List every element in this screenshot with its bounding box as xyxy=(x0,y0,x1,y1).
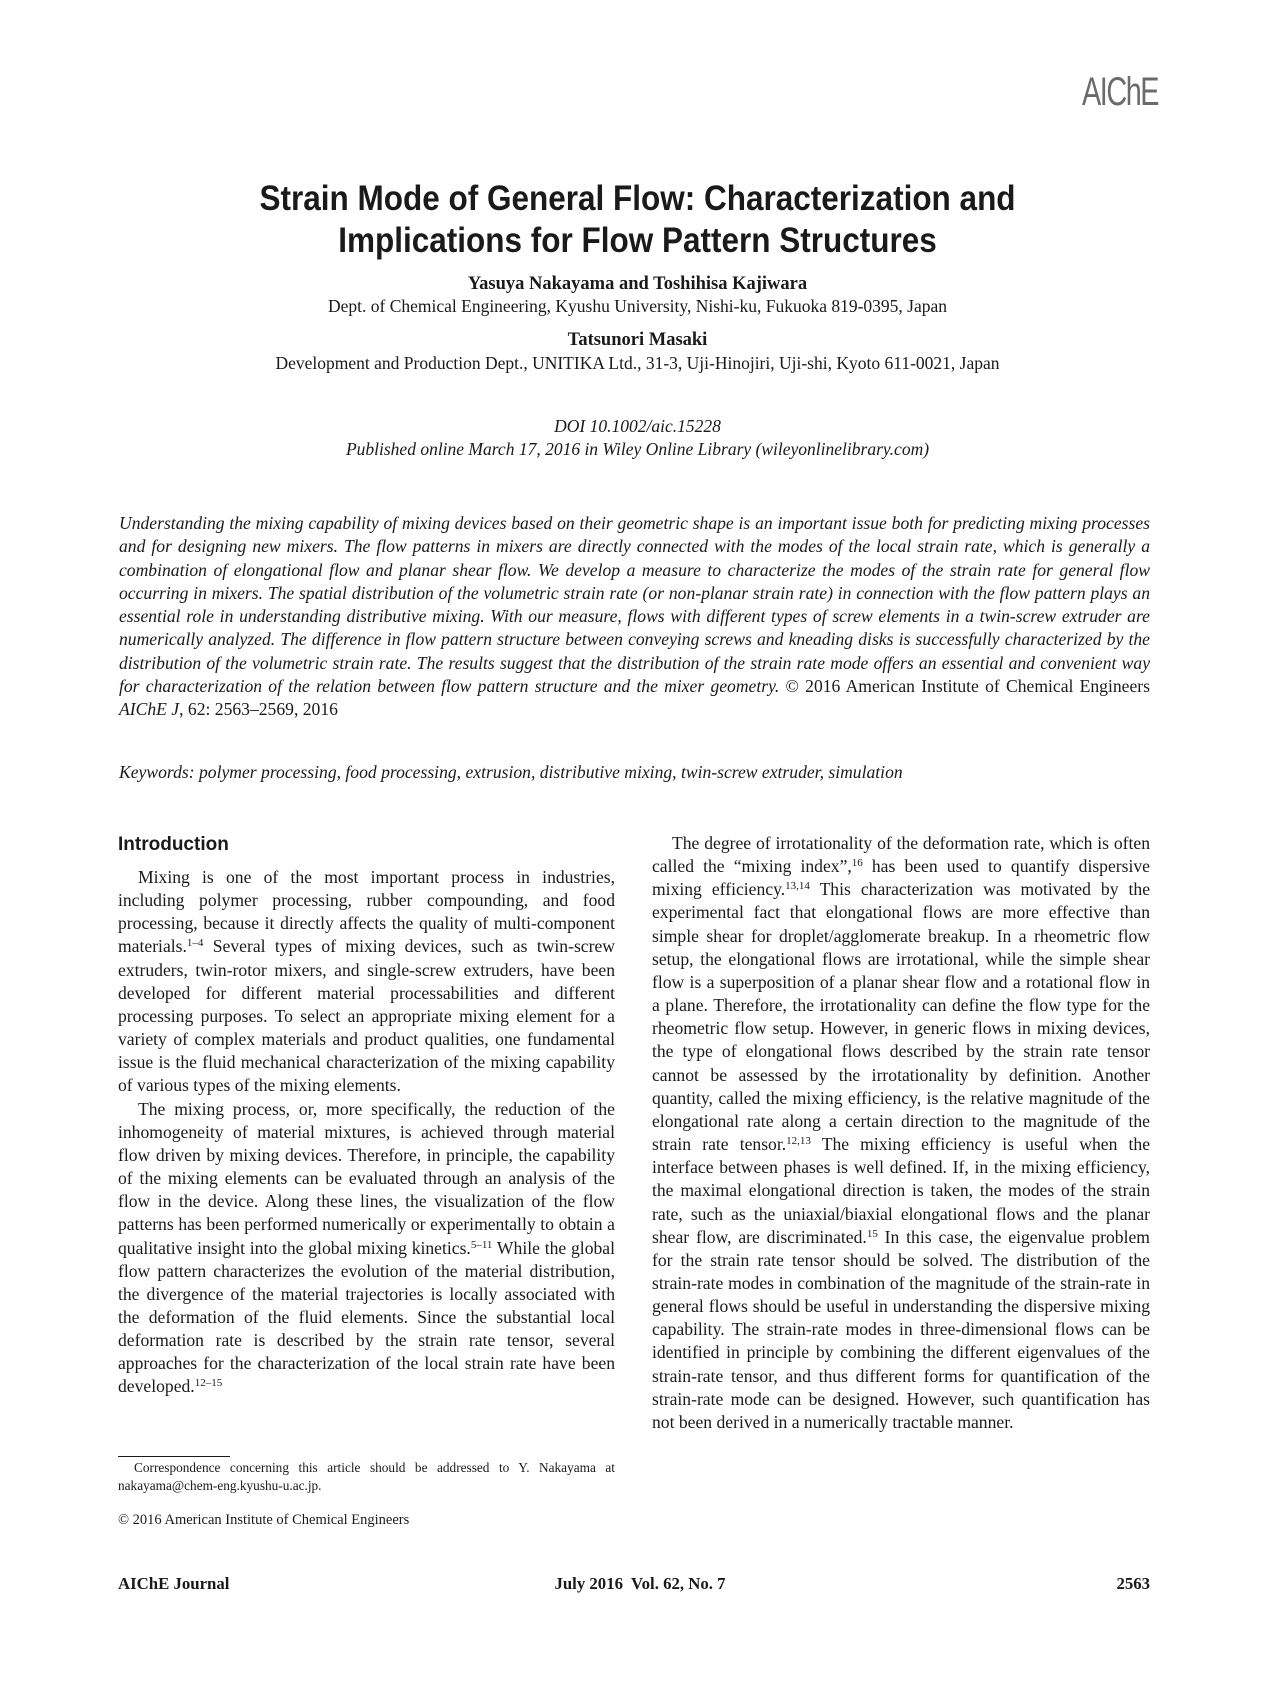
footer-journal-name: AIChE Journal xyxy=(118,1574,230,1593)
publication-info: Published online March 17, 2016 in Wiley Online Library (wileyonlinelibrary.com) xyxy=(345,439,930,459)
paragraph-text: has been used to quantify dispersive mixing efficiency. xyxy=(652,856,1150,900)
paragraph-text: Mixing is one of the most important process in industries, including polymer processing, rubber compounding, and food processing, because it directly affects the quality of multi-component materials. xyxy=(118,867,615,957)
paragraph-text: In this case, the eigenvalue problem for the strain rate tensor should be solved. The distribution of the strain-rate modes in combination of the magnitude of the strain-rate in general flows should be useful in understanding the dispersive mixing capability. The strain-rate modes in three-dimensional flows can be identified in principle by combining the different eigenvalues of the strain-rate tensor, and thus different forms for quantification of the strain-rate mode can be designed. However, such quantification has not been derived in a numerically tractable manner. xyxy=(652,1226,1150,1432)
copyright-notice: © 2016 American Institute of Chemical Engineers xyxy=(118,1512,410,1528)
footer-issue: July 2016 Vol. 62, No. 7 xyxy=(554,1574,726,1593)
article-title: Strain Mode of General Flow: Characterization and Implications for Flow Pattern Structures xyxy=(259,179,1016,260)
paragraph-text: The mixing efficiency is useful when the interface between phases is well defined. If, in the mixing efficiency, the maximal elongational direction is taken, the modes of the strain rate, such as the uniaxial/biaxial elongational flows and the planar shear flow, are discriminated. xyxy=(652,1134,1150,1247)
footer-page-number: 2563 xyxy=(1116,1574,1150,1593)
paragraph-text: The degree of irrotationality of the deformation rate, which is often called the “mixing index”, xyxy=(652,833,1150,877)
abstract-copyright: © 2016 American Institute of Chemical Engineers xyxy=(779,676,1150,697)
affiliation-line-2: Development and Production Dept., UNITIKA Ltd., 31-3, Uji-Hinojiri, Uji-shi, Kyoto 611-0021, Japan xyxy=(275,353,1000,373)
left-column xyxy=(118,866,615,1399)
correspondence-footnote: Correspondence concerning this article should be addressed to Y. Nakayama at nakayama@chem-eng.kyushu-u.ac.jp. xyxy=(118,1460,615,1493)
reference-link[interactable]: 12,13 xyxy=(786,1135,811,1148)
footnote-divider xyxy=(118,1456,230,1457)
section-heading-introduction: Introduction xyxy=(118,834,229,855)
affiliation-line-1: Dept. of Chemical Engineering, Kyushu University, Nishi-ku, Fukuoka 819-0395, Japan xyxy=(327,296,948,316)
abstract xyxy=(119,512,1150,722)
reference-link[interactable]: 15 xyxy=(866,1227,878,1240)
publisher-logo: AIChE xyxy=(1082,70,1159,114)
reference-link[interactable]: 16 xyxy=(851,857,863,870)
citation: , 62: 2563–2569, 2016 xyxy=(179,699,338,720)
journal-abbrev: AIChE J xyxy=(119,699,180,720)
paragraph-text: While the global flow pattern characterizes the evolution of the material distribution, the divergence of the material trajectories is locally associated with the deformation of the fluid elements. Since the substantial local deformation rate is described by the strain rate tensor, several approaches for the characterization of the local strain rate have been developed. xyxy=(118,1237,615,1397)
paragraph-text: Several types of mixing devices, such as twin-screw extruders, twin-rotor mixers, and single-screw extruders, have been developed for different material processabilities and different processing purposes. To select an appropriate mixing element for a variety of complex materials and product qualities, one fundamental issue is the fluid mechanical characterization of the mixing capability of various types of the mixing elements. xyxy=(118,936,615,1096)
author-line-1: Yasuya Nakayama and Toshihisa Kajiwara xyxy=(467,274,808,294)
paragraph xyxy=(118,866,615,1098)
reference-link[interactable]: 12–15 xyxy=(194,1377,223,1390)
reference-link[interactable]: 1–4 xyxy=(186,937,204,950)
right-column xyxy=(652,832,1150,1434)
doi[interactable]: DOI 10.1002/aic.15228 xyxy=(554,416,721,436)
reference-link[interactable]: 5–11 xyxy=(470,1238,493,1251)
author-line-2: Tatsunori Masaki xyxy=(567,330,708,350)
paragraph xyxy=(118,1098,615,1399)
paragraph-text: The mixing process, or, more specifically, the reduction of the inhomogeneity of material mixtures, is achieved through material flow driven by mixing devices. Therefore, in principle, the capability of the mixing elements can be evaluated through an analysis of the flow in the device. Along these lines, the visualization of the flow patterns has been performed numerically or experimentally to obtain a qualitative insight into the global mixing kinetics. xyxy=(118,1098,615,1258)
keywords: Keywords: polymer processing, food processing, extrusion, distributive mixing, twin-screw extruder, simulation xyxy=(119,762,903,782)
abstract-text: Understanding the mixing capability of mixing devices based on their geometric shape is an important issue both for predicting mixing processes and for designing new mixers. The flow patterns in mixers are directly connected with the modes of the local strain rate, which is generally a combination of elongational flow and planar shear flow. We develop a measure to characterize the modes of the strain rate for general flow occurring in mixers. The spatial distribution of the volumetric strain rate (or non-planar strain rate) in connection with the flow pattern plays an essential role in understanding distributive mixing. With our measure, flows with different types of screw elements in a twin-screw extruder are numerically analyzed. The difference in flow pattern structure between conveying screws and kneading disks is successfully characterized by the distribution of the volumetric strain rate. The results suggest that the distribution of the strain rate mode offers an essential and convenient way for characterization of the relation between flow pattern structure and the mixer geometry. xyxy=(119,513,1150,697)
paragraph-text: This characterization was motivated by the experimental fact that elongational flows are more effective than simple shear for droplet/agglomerate breakup. In a rheometric flow setup, the elongational flows are irrotational, while the simple shear flow is a superposition of a planar shear flow and a rotational flow in a plane. Therefore, the irrotationality can define the flow type for the rheometric flow setup. However, in generic flows in mixing devices, the type of elongational flows described by the strain rate tensor cannot be assessed by the irrotationality by definition. Another quantity, called the mixing efficiency, is the relative magnitude of the elongational rate along a certain direction to the magnitude of the strain rate tensor. xyxy=(652,879,1150,1155)
paragraph xyxy=(652,832,1150,1434)
reference-link[interactable]: 13,14 xyxy=(785,880,810,893)
